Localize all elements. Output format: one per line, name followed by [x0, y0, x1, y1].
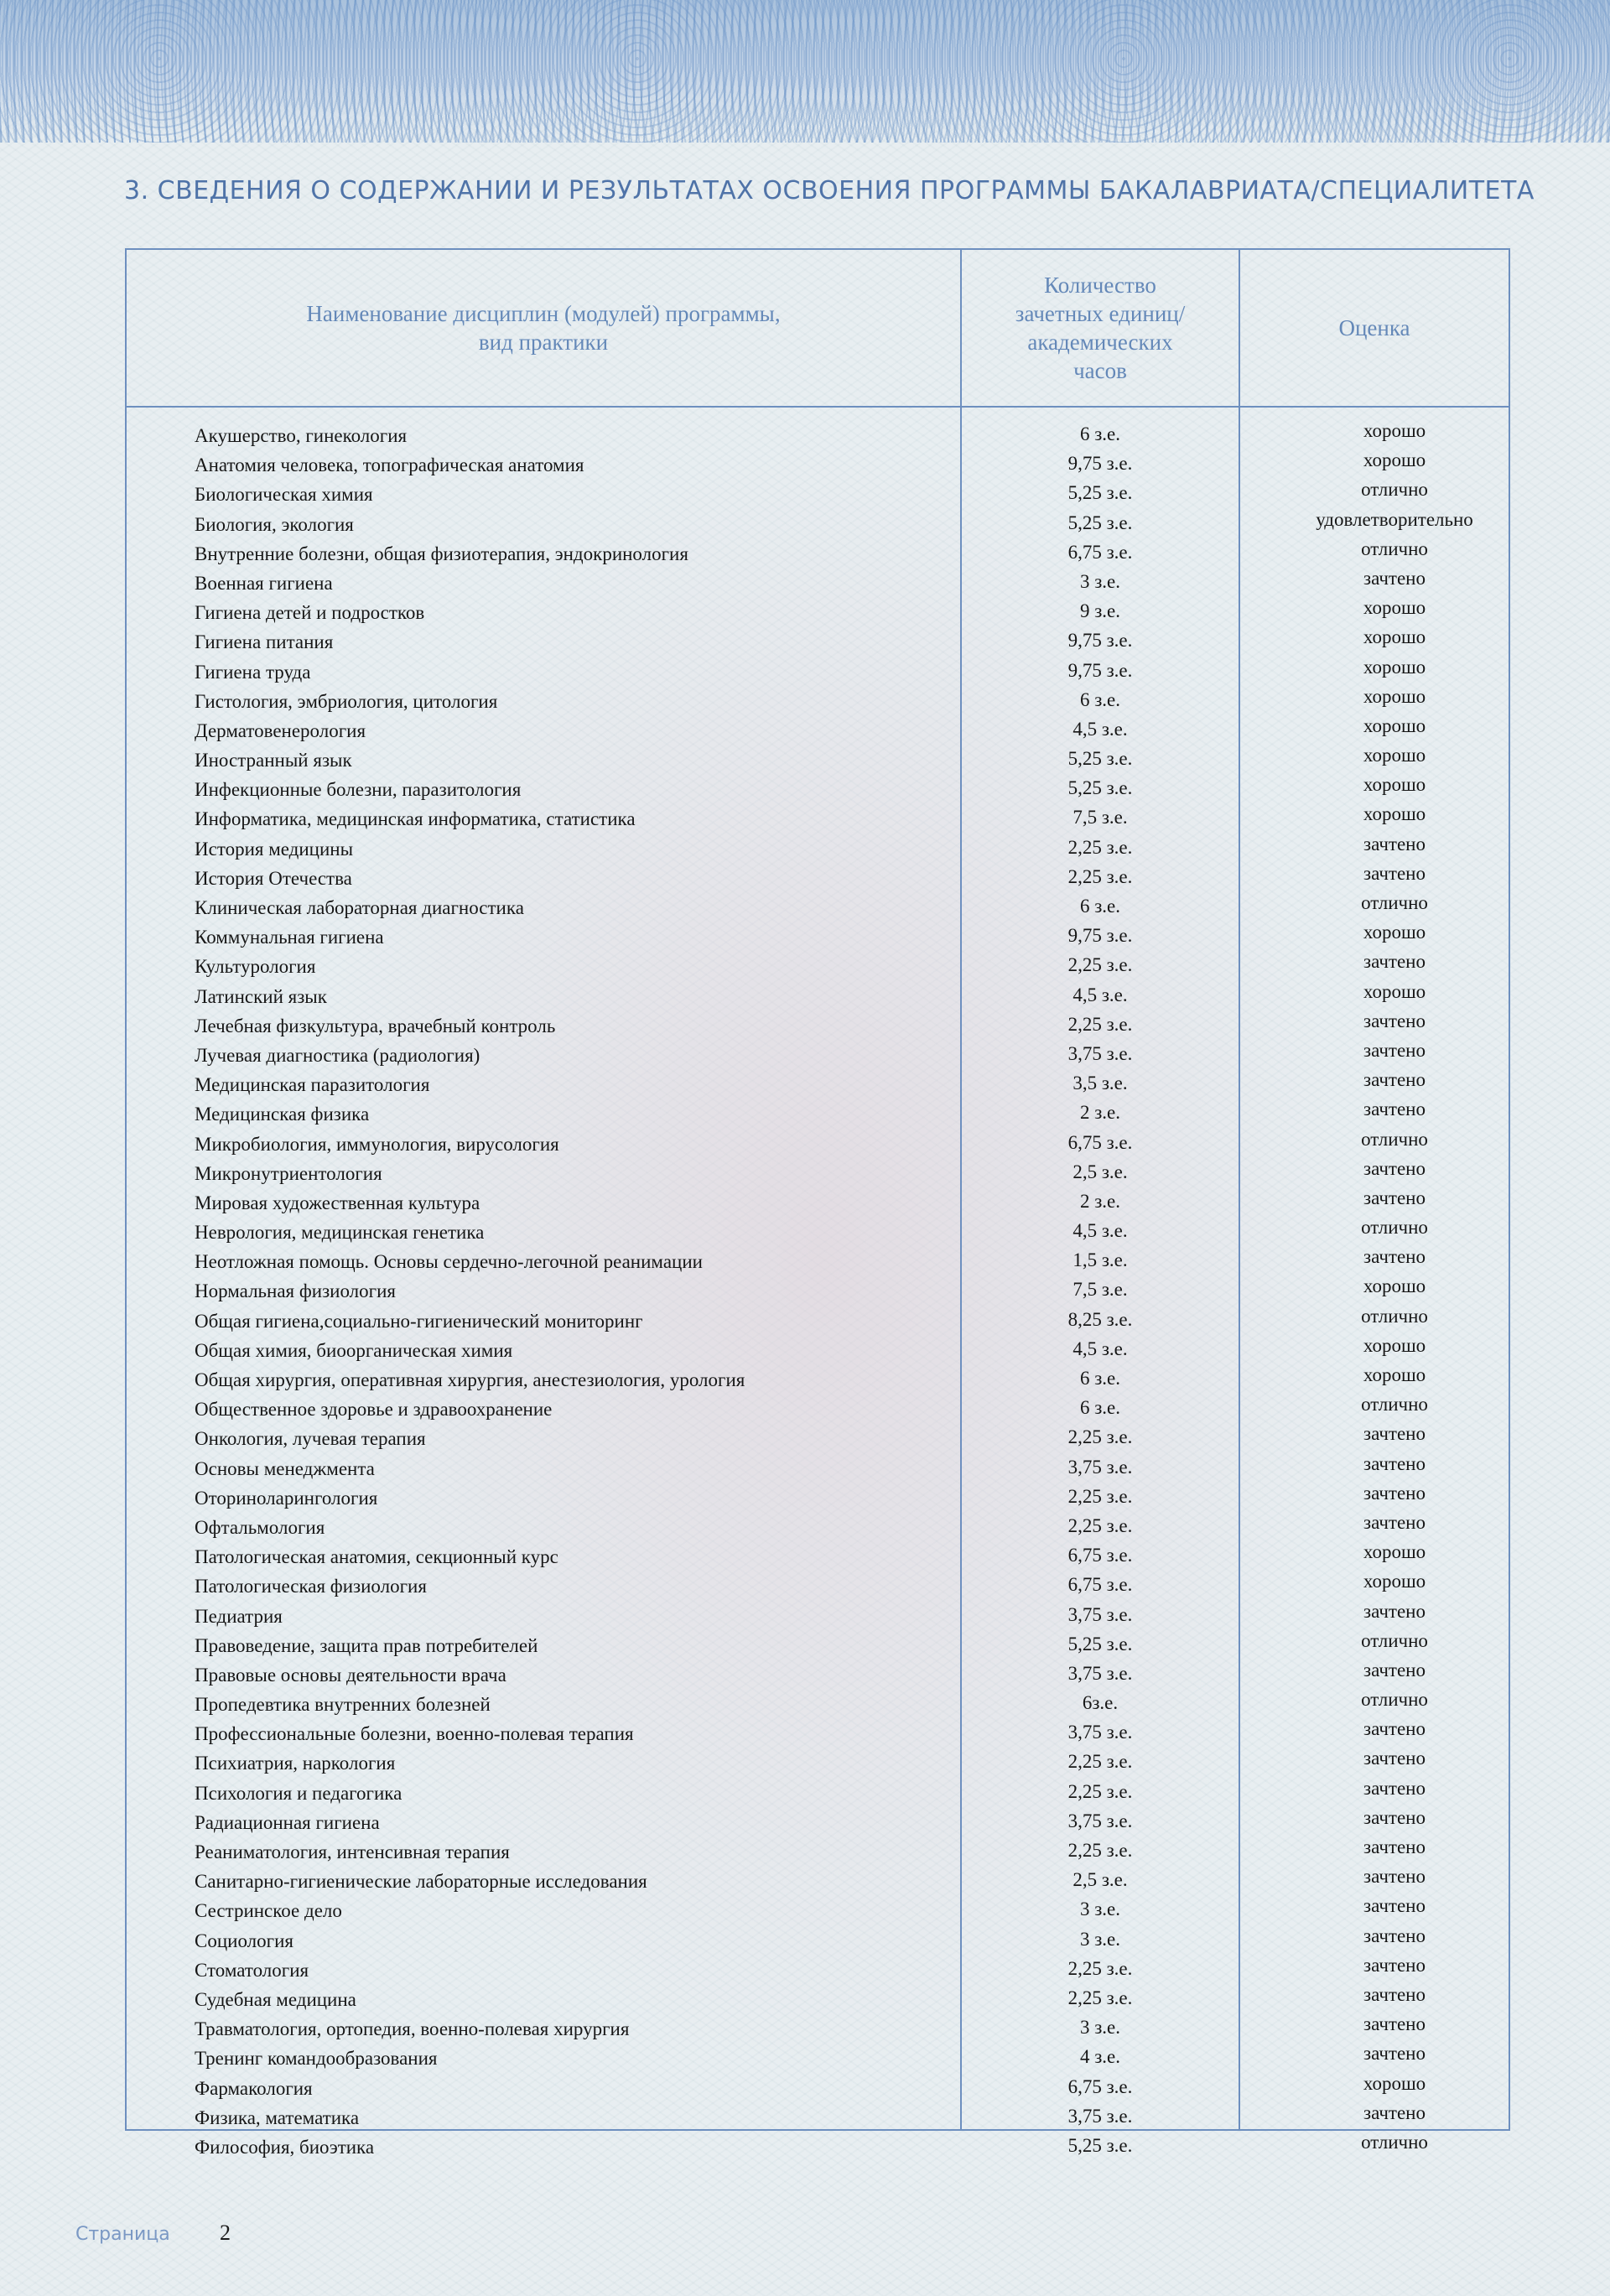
grade-value: хорошо [1363, 1364, 1426, 1385]
discipline-name: Онкология, лучевая терапия [195, 1428, 426, 1450]
discipline-name: Патологическая физиология [195, 1576, 427, 1597]
grade-value: зачтено [1363, 862, 1426, 884]
table-row [127, 1334, 1509, 1368]
guilloche-border [0, 0, 1610, 143]
grade-value: хорошо [1363, 714, 1426, 736]
table-row [127, 2131, 1509, 2164]
table-row [127, 1571, 1509, 1603]
page-number: 2 [220, 2221, 231, 2245]
grade-value: зачтено [1363, 2013, 1426, 2035]
table-row [127, 1099, 1509, 1131]
credits-value: 4 з.е. [1079, 2046, 1121, 2068]
credits-value: 4,5 з.е. [1072, 718, 1128, 740]
header-grade: Оценка [1338, 315, 1410, 340]
table-row [127, 1777, 1509, 1810]
grade-value: хорошо [1363, 597, 1426, 619]
grade-value: отлично [1361, 1394, 1428, 1416]
credits-value: 6 з.е. [1079, 688, 1121, 710]
table-row [127, 1689, 1509, 1722]
grade-value: зачтено [1363, 2101, 1426, 2123]
discipline-name: Радиационная гигиена [195, 1811, 380, 1833]
discipline-name: Медицинская паразитология [195, 1074, 430, 1096]
table-row [127, 1157, 1509, 1191]
discipline-name: Физика, математика [195, 2106, 360, 2128]
table-row [127, 449, 1509, 482]
discipline-name: Медицинская физика [195, 1104, 370, 1125]
grade-value: зачтено [1363, 2043, 1426, 2065]
grade-value: зачтено [1363, 1069, 1426, 1091]
grade-value: хорошо [1363, 803, 1426, 825]
credits-value: 6 з.е. [1079, 423, 1121, 444]
grade-value: зачтено [1363, 1099, 1426, 1120]
discipline-name: Судебная медицина [195, 1988, 356, 2010]
table-row [127, 656, 1509, 689]
grade-value: хорошо [1363, 685, 1426, 707]
credits-value: 3 з.е. [1079, 570, 1121, 592]
table-row [127, 1541, 1509, 1574]
table-row [127, 685, 1509, 719]
grade-value: отлично [1361, 1217, 1428, 1239]
discipline-name: Гигиена труда [195, 661, 311, 683]
grade-value: отлично [1361, 892, 1428, 913]
credits-value: 3,75 з.е. [1067, 2105, 1133, 2127]
table-row [127, 1954, 1509, 1987]
header-divider [127, 406, 1509, 408]
table-row [127, 1806, 1509, 1840]
credits-value: 9,75 з.е. [1067, 453, 1133, 475]
grade-value: зачтено [1363, 1895, 1426, 1917]
credits-value: 5,25 з.е. [1067, 512, 1133, 533]
discipline-name: Микробиология, иммунология, вирусология [195, 1133, 559, 1155]
grade-value: зачтено [1363, 1010, 1426, 1031]
table-row [127, 1394, 1509, 1426]
table-row [127, 626, 1509, 659]
discipline-name: Коммунальная гигиена [195, 927, 384, 948]
table-row [127, 1423, 1509, 1456]
grade-value: зачтено [1363, 1777, 1426, 1799]
discipline-name: Общая химия, биоорганическая химия [195, 1339, 513, 1361]
credits-value: 3,5 з.е. [1072, 1073, 1128, 1094]
credits-value: 2 з.е. [1079, 1190, 1121, 1212]
grade-value: зачтено [1363, 1925, 1426, 1946]
discipline-name: Сестринское дело [195, 1900, 342, 1922]
grade-value: зачтено [1363, 1659, 1426, 1680]
table-row [127, 1600, 1509, 1634]
table-row [127, 951, 1509, 984]
table-row [127, 1039, 1509, 1073]
grade-value: хорошо [1363, 1541, 1426, 1563]
discipline-name: Лечебная физкультура, врачебный контроль [195, 1015, 556, 1036]
grade-value: зачтено [1363, 951, 1426, 973]
table-row [127, 1925, 1509, 1958]
table-row [127, 774, 1509, 807]
discipline-name: Биологическая химия [195, 484, 373, 506]
table-row [127, 1836, 1509, 1869]
table-row [127, 1629, 1509, 1663]
discipline-name: Философия, биоэтика [195, 2136, 375, 2158]
grade-value: хорошо [1363, 2072, 1426, 2094]
credits-value: 3 з.е. [1079, 1928, 1121, 1950]
discipline-name: Информатика, медицинская информатика, статистика [195, 808, 636, 830]
credits-value: 5,25 з.е. [1067, 482, 1133, 504]
credits-value: 2,25 з.е. [1067, 1514, 1133, 1536]
credits-value: 6 з.е. [1079, 896, 1121, 917]
discipline-name: Анатомия человека, топографическая анатомия [195, 455, 584, 476]
discipline-name: Стоматология [195, 1959, 309, 1981]
grade-value: отлично [1361, 538, 1428, 559]
credits-value: 1,5 з.е. [1072, 1249, 1128, 1271]
credits-value: 3 з.е. [1079, 1899, 1121, 1920]
table-row [127, 2013, 1509, 2046]
discipline-name: Инфекционные болезни, паразитология [195, 779, 522, 801]
discipline-name: Иностранный язык [195, 750, 352, 771]
table-row [127, 1246, 1509, 1279]
grade-value: зачтено [1363, 1246, 1426, 1268]
credits-value: 5,25 з.е. [1067, 777, 1133, 799]
discipline-name: Психиатрия, наркология [195, 1753, 396, 1774]
credits-value: 2,25 з.е. [1067, 865, 1133, 887]
discipline-name: Нормальная физиология [195, 1280, 396, 1302]
credits-value: 6,75 з.е. [1067, 1574, 1133, 1596]
grade-value: зачтено [1363, 1482, 1426, 1504]
grade-value: хорошо [1363, 1334, 1426, 1356]
grade-value: зачтено [1363, 1748, 1426, 1769]
table-row [127, 597, 1509, 630]
credits-value: 6,75 з.е. [1067, 1131, 1133, 1153]
credits-value: 2,25 з.е. [1067, 1426, 1133, 1448]
table-row [127, 1275, 1509, 1308]
credits-value: 6,75 з.е. [1067, 2075, 1133, 2097]
grade-value: хорошо [1363, 656, 1426, 678]
grade-value: зачтено [1363, 1511, 1426, 1533]
credits-value: 9,75 з.е. [1067, 925, 1133, 947]
grade-value: хорошо [1363, 626, 1426, 648]
credits-value: 3 з.е. [1079, 2017, 1121, 2039]
discipline-name: Правоведение, защита прав потребителей [195, 1634, 538, 1656]
disciplines-table [125, 248, 1510, 2158]
table-row [127, 1659, 1509, 1692]
grade-value: хорошо [1363, 774, 1426, 796]
grade-value: отлично [1361, 479, 1428, 501]
table-row [127, 2043, 1509, 2075]
grade-value: зачтено [1363, 1452, 1426, 1474]
discipline-name: Тренинг командообразования [195, 2048, 438, 2070]
grade-value: отлично [1361, 1128, 1428, 1150]
discipline-name: История Отечества [195, 867, 352, 889]
credits-value: 2,25 з.е. [1067, 1485, 1133, 1507]
grade-value: зачтено [1363, 1157, 1426, 1179]
table-row [127, 862, 1509, 896]
grade-value: зачтено [1363, 1600, 1426, 1622]
table-row [127, 1069, 1509, 1102]
table-row [127, 2072, 1509, 2106]
discipline-name: Латинский язык [195, 985, 327, 1007]
table-row [127, 1452, 1509, 1486]
credits-value: 3,75 з.е. [1067, 1810, 1133, 1831]
grade-value: удовлетворительно [1316, 508, 1473, 530]
discipline-name: Мировая художественная культура [195, 1192, 480, 1213]
discipline-name: Фармакология [195, 2077, 313, 2099]
credits-value: 7,5 з.е. [1072, 807, 1128, 829]
credits-value: 3,75 з.е. [1067, 1662, 1133, 1684]
table-row [127, 420, 1509, 453]
table-row [127, 1895, 1509, 1928]
grade-value: зачтено [1363, 1954, 1426, 1976]
discipline-name: Основы менеджмента [195, 1457, 375, 1479]
credits-value: 8,25 з.е. [1067, 1308, 1133, 1330]
table-row [127, 1217, 1509, 1249]
discipline-name: Военная гигиена [195, 572, 333, 594]
discipline-name: Патологическая анатомия, секционный курс [195, 1546, 558, 1568]
discipline-name: Правовые основы деятельности врача [195, 1664, 506, 1686]
page-label: Страница [75, 2224, 170, 2245]
discipline-name: Неврология, медицинская генетика [195, 1222, 485, 1244]
grade-value: зачтено [1363, 833, 1426, 855]
discipline-name: Биология, экология [195, 513, 354, 535]
credits-value: 2,25 з.е. [1067, 1780, 1133, 1802]
grade-value: хорошо [1363, 420, 1426, 441]
credits-value: 9,75 з.е. [1067, 659, 1133, 681]
discipline-name: Лучевая диагностика (радиология) [195, 1044, 480, 1066]
credits-value: 6 з.е. [1079, 1368, 1121, 1389]
credits-value: 5,25 з.е. [1067, 2134, 1133, 2156]
discipline-name: Гистология, эмбриология, цитология [195, 690, 498, 712]
table-row [127, 1482, 1509, 1515]
credits-value: 2,25 з.е. [1067, 1957, 1133, 1979]
credits-value: 9,75 з.е. [1067, 630, 1133, 652]
credits-value: 6з.е. [1082, 1692, 1119, 1714]
discipline-name: Общественное здоровье и здравоохранение [195, 1399, 553, 1421]
discipline-name: Гигиена питания [195, 631, 334, 653]
credits-value: 5,25 з.е. [1067, 1633, 1133, 1654]
credits-value: 2,5 з.е. [1072, 1869, 1128, 1891]
table-row [127, 1010, 1509, 1043]
grade-value: зачтено [1363, 1039, 1426, 1061]
discipline-name: Оториноларингология [195, 1487, 378, 1509]
discipline-name: Травматология, ортопедия, военно-полевая хирургия [195, 2018, 630, 2040]
discipline-name: Офтальмология [195, 1516, 325, 1538]
grade-value: зачтено [1363, 1187, 1426, 1208]
grade-value: хорошо [1363, 980, 1426, 1002]
grade-value: отлично [1361, 1629, 1428, 1651]
discipline-name: Общая гигиена,социально-гигиенический мониторинг [195, 1310, 643, 1332]
table-row [127, 1128, 1509, 1161]
credits-value: 3,75 з.е. [1067, 1603, 1133, 1625]
discipline-name: Социология [195, 1930, 293, 1951]
grade-value: хорошо [1363, 1275, 1426, 1297]
credits-value: 2,25 з.е. [1067, 1013, 1133, 1035]
credits-value: 4,5 з.е. [1072, 984, 1128, 1005]
grade-value: зачтено [1363, 567, 1426, 589]
table-row [127, 508, 1509, 542]
grade-value: хорошо [1363, 1571, 1426, 1592]
grade-value: зачтено [1363, 1423, 1426, 1445]
discipline-name: Культурология [195, 956, 316, 978]
discipline-name: Санитарно-гигиенические лабораторные исследования [195, 1871, 647, 1893]
credits-value: 3,75 з.е. [1067, 1042, 1133, 1064]
grade-value: зачтено [1363, 1836, 1426, 1857]
header-discipline-name: Наименование дисциплин (модулей) программы, вид практики [306, 301, 781, 355]
discipline-name: Педиатрия [195, 1605, 283, 1627]
table-row [127, 1983, 1509, 2017]
discipline-name: Внутренние болезни, общая физиотерапия, эндокринология [195, 543, 688, 564]
table-row [127, 1305, 1509, 1338]
section-heading: 3. СВЕДЕНИЯ О СОДЕРЖАНИИ И РЕЗУЛЬТАТАХ ОСВОЕНИЯ ПРОГРАММЫ БАКАЛАВРИАТА/СПЕЦИАЛИТЕТА [124, 176, 1535, 205]
table-row [127, 1187, 1509, 1220]
credits-value: 2,5 з.е. [1072, 1161, 1128, 1182]
grade-value: отлично [1361, 2131, 1428, 2153]
table-row [127, 803, 1509, 836]
table-row [127, 538, 1509, 571]
table-row [127, 892, 1509, 925]
grade-value: зачтено [1363, 1983, 1426, 2005]
discipline-name: Клиническая лабораторная диагностика [195, 897, 524, 918]
table-row [127, 1511, 1509, 1545]
credits-value: 4,5 з.е. [1072, 1338, 1128, 1359]
grade-value: хорошо [1363, 449, 1426, 471]
discipline-name: Микронутриентология [195, 1162, 382, 1184]
credits-value: 6,75 з.е. [1067, 541, 1133, 563]
table-row [127, 833, 1509, 866]
table-row [127, 980, 1509, 1014]
grade-value: хорошо [1363, 922, 1426, 943]
table-row [127, 1748, 1509, 1780]
credits-value: 2,25 з.е. [1067, 836, 1133, 858]
table-row [127, 1364, 1509, 1397]
credits-value: 2,25 з.е. [1067, 1840, 1133, 1861]
credits-value: 6 з.е. [1079, 1397, 1121, 1419]
credits-value: 7,5 з.е. [1072, 1279, 1128, 1301]
discipline-name: История медицины [195, 838, 354, 860]
discipline-name: Гигиена детей и подростков [195, 602, 425, 624]
credits-value: 2,25 з.е. [1067, 954, 1133, 976]
grade-value: отлично [1361, 1689, 1428, 1711]
header-credits: Количество зачетных единиц/ академических часов [1015, 273, 1186, 383]
discipline-name: Неотложная помощь. Основы сердечно-легочной реанимации [195, 1251, 703, 1273]
discipline-name: Акушерство, гинекология [195, 425, 408, 446]
table-row [127, 479, 1509, 512]
credits-value: 4,5 з.е. [1072, 1220, 1128, 1242]
discipline-name: Профессиональные болезни, военно-полевая терапия [195, 1723, 634, 1745]
credits-value: 6,75 з.е. [1067, 1545, 1133, 1566]
credits-value: 2,25 з.е. [1067, 1987, 1133, 2008]
credits-value: 2,25 з.е. [1067, 1751, 1133, 1773]
grade-value: отлично [1361, 1305, 1428, 1327]
discipline-name: Реаниматология, интенсивная терапия [195, 1841, 510, 1862]
discipline-name: Общая хирургия, оперативная хирургия, анестезиология, урология [195, 1369, 745, 1390]
table-row [127, 922, 1509, 954]
credits-value: 9 з.е. [1079, 600, 1121, 622]
table-row [127, 2101, 1509, 2135]
grade-value: зачтено [1363, 1806, 1426, 1828]
credits-value: 2 з.е. [1079, 1102, 1121, 1124]
credits-value: 3,75 з.е. [1067, 1456, 1133, 1478]
table-row [127, 1866, 1509, 1899]
discipline-name: Дерматовенерология [195, 719, 366, 741]
discipline-name: Психология и педагогика [195, 1782, 402, 1804]
grade-value: зачтено [1363, 1866, 1426, 1888]
grade-value: зачтено [1363, 1718, 1426, 1740]
table-row [127, 1718, 1509, 1751]
table-row [127, 714, 1509, 748]
discipline-name: Пропедевтика внутренних болезней [195, 1694, 491, 1716]
table-row [127, 567, 1509, 600]
table-row [127, 745, 1509, 777]
credits-value: 3,75 з.е. [1067, 1722, 1133, 1743]
grade-value: хорошо [1363, 745, 1426, 766]
credits-value: 5,25 з.е. [1067, 748, 1133, 770]
table-body [127, 420, 1509, 2164]
